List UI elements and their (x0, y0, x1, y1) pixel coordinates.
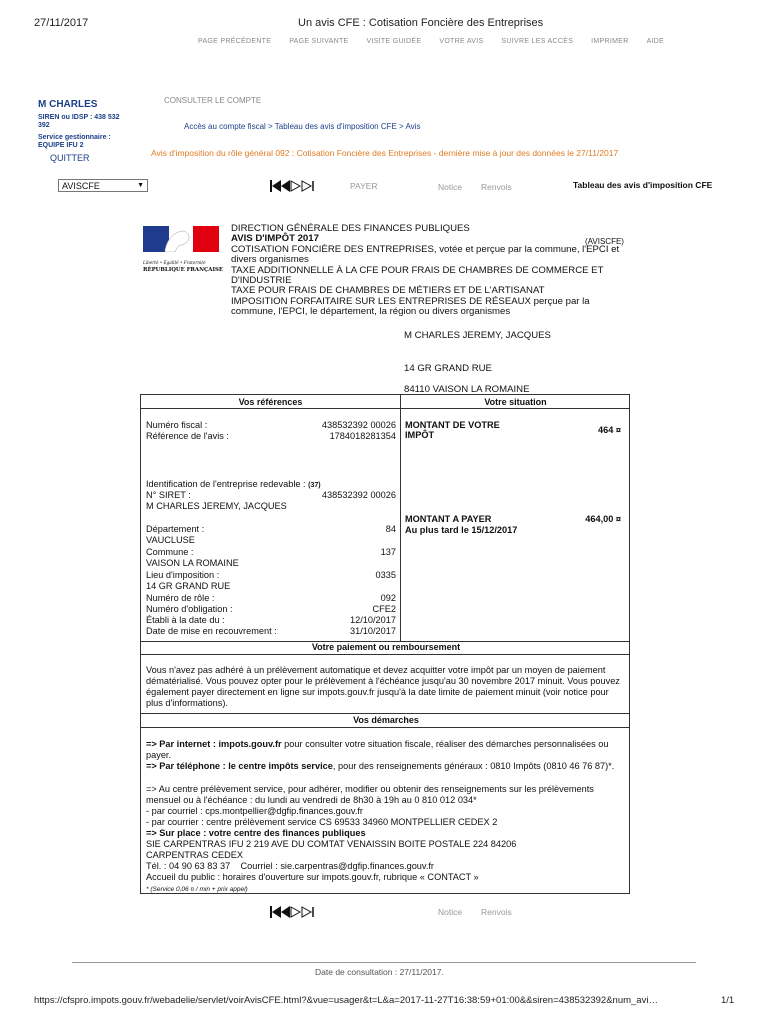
avis-frame (140, 394, 630, 894)
avis-title: AVIS D'IMPÔT 2017 (231, 233, 319, 245)
marianne-flag-icon (143, 226, 219, 252)
dept-name: VAUCLUSE (146, 535, 195, 545)
oblig-label: Numéro d'obligation : (146, 604, 233, 614)
recouv-label: Date de mise en recouvrement : (146, 626, 277, 636)
consulter-compte-link[interactable]: CONSULTER LE COMPTE (164, 96, 262, 105)
quit-link[interactable]: QUITTER (50, 153, 90, 163)
montant-impot-value: 464 ¤ (598, 425, 621, 435)
siret-label: N° SIRET : (146, 490, 191, 500)
aviscfe-tag: (AVISCFE) (585, 237, 624, 246)
num-fiscal-label: Numéro fiscal : (146, 420, 208, 430)
service-label: Service gestionnaire : (38, 134, 111, 141)
page-url: https://cfspro.impots.gouv.fr/webadelie/servlet/voirAvisCFE.html?&vue=usager&t=L&a=2017-11-27T16:38:59+01:00&&siren=438532392&num_avi… (34, 995, 658, 1006)
oblig-value: CFE2 (372, 604, 396, 614)
print-date: 27/11/2017 (34, 17, 89, 29)
divider (141, 408, 629, 409)
top-navigation (198, 38, 664, 45)
breadcrumb[interactable]: Accès au compte fiscal > Tableau des avis d'imposition CFE > Avis (184, 122, 421, 131)
accueil-line: Accueil du public : horaires d'ouverture sur impots.gouv.fr, rubrique « CONTACT » (146, 872, 479, 882)
nav-visite-guidee[interactable]: VISITE GUIDÉE (366, 38, 422, 45)
telephone-line (146, 761, 626, 772)
logo-rf: RÉPUBLIQUE FRANÇAISE (143, 267, 224, 273)
ref-avis-label: Référence de l'avis : (146, 431, 229, 441)
nav-page-suivante[interactable]: PAGE SUIVANTE (289, 38, 349, 45)
update-notice: Avis d'imposition du rôle général 092 : Cotisation Foncière des Entreprises - dernière mise à jour des données le 27/11/2017 (151, 148, 619, 158)
pager-top (270, 179, 316, 193)
courriel-line: - par courriel : cps.montpellier@dgfip.finances.gouv.fr (146, 806, 363, 816)
payer-button[interactable]: PAYER (350, 181, 378, 191)
page-number: 1/1 (721, 995, 735, 1006)
notice-link[interactable]: Notice (438, 182, 463, 192)
service-note: * (Service 0,06 ¤ / min + prix appel) (146, 886, 248, 893)
role-value: 092 (380, 593, 396, 603)
etabli-label: Établi à la date du : (146, 615, 225, 625)
commune-label: Commune : (146, 547, 194, 557)
nav-votre-avis[interactable]: VOTRE AVIS (439, 38, 484, 45)
nav-suivre-acces[interactable]: SUIVRE LES ACCÈS (501, 38, 574, 45)
sie-address: SIE CARPENTRAS IFU 2 219 AVE DU COMTAT VENAISSIN BOITE POSTALE 224 84206 (146, 839, 517, 849)
lieu-value: 0335 (375, 570, 396, 580)
dgfip-title: DIRECTION GÉNÉRALE DES FINANCES PUBLIQUES (231, 223, 470, 234)
renvois-link-bottom[interactable]: Renvois (481, 907, 512, 917)
montant-payer-value: 464,00 ¤ (585, 514, 621, 524)
footer-divider (72, 962, 696, 963)
pager-bottom (270, 905, 316, 919)
internet-bold: => Par internet : impots.gouv.fr (146, 739, 282, 749)
prelevement-line: => Au centre prélèvement service, pour adhérer, modifier ou obtenir des renseignements sur les prélèvements mensuel ou à l'échéance : du lundi au vendredi de 8h30 à 19h au 0 810 012 034* (146, 784, 594, 805)
commune-value: 137 (380, 547, 396, 557)
dept-value: 84 (385, 524, 396, 534)
ifer-line: IMPOSITION FORFAITAIRE SUR LES ENTREPRISES DE RÉSEAUX perçue par la commune, l'EPCI, le département, la région ou divers organismes (231, 295, 590, 318)
divider (400, 395, 401, 641)
prev-page-icon[interactable] (281, 180, 290, 192)
ident-note: (37) (308, 482, 321, 489)
telephone-bold: => Par téléphone : le centre impôts service (146, 761, 333, 771)
lieu-address: 14 GR GRAND RUE (146, 581, 231, 591)
telephone-text: , pour des renseignements généraux : 0810 Impôts (0810 46 76 87)*. (332, 761, 615, 771)
redevable-name: M CHARLES JEREMY, JACQUES (146, 501, 287, 511)
next-last-page-icon[interactable] (290, 906, 316, 918)
siren-line: SIREN ou IDSP : 438 532 (38, 114, 120, 121)
etabli-value: 12/10/2017 (350, 615, 396, 625)
paiement-text: Vous n'avez pas adhéré à un prélèvement automatique et devez acquitter votre impôt par un moyen de paiement dématérialisé. Vous pouvez opter pour le prélèvement à l'échéance jusqu'au 30 novembre 2017 minuit. Vous pouvez également payer directement en ligne sur impots.gouv.fr jusqu'à la date limite de paiement minuit (voir notice pour plus d'informations). (146, 665, 620, 708)
print-title: Un avis CFE : Cotisation Foncière des Entreprises (298, 17, 544, 29)
first-page-icon[interactable] (270, 180, 281, 192)
siren-line-2: 392 (38, 122, 50, 129)
sie-contact: Tél. : 04 90 63 83 37 Courriel : sie.carpentras@dgfip.finances.gouv.fr (146, 861, 434, 871)
montant-payer-label: MONTANT A PAYER (405, 514, 492, 524)
demarches-title: Vos démarches (353, 715, 419, 725)
date-limite: Au plus tard le 15/12/2017 (405, 525, 518, 535)
num-fiscal-value: 438532392 00026 (321, 420, 396, 430)
ident-label: Identification de l'entreprise redevable : (146, 479, 306, 489)
nav-aide[interactable]: AIDE (646, 38, 665, 45)
cma-line: TAXE POUR FRAIS DE CHAMBRES DE MÉTIERS ET DE L'ARTISANAT (231, 285, 545, 297)
siret-value: 438532392 00026 (321, 490, 396, 500)
nav-imprimer[interactable]: IMPRIMER (591, 38, 629, 45)
sie-address-2: CARPENTRAS CEDEX (146, 850, 243, 860)
dept-label: Département : (146, 524, 205, 534)
situation-title: Votre situation (484, 397, 547, 407)
next-last-page-icon[interactable] (290, 180, 316, 192)
tacfe-line: TAXE ADDITIONNELLE À LA CFE POUR FRAIS DE CHAMBRES DE COMMERCE ET D'INDUSTRIE (231, 264, 604, 287)
divider (141, 727, 629, 728)
montant-impot-label-2: IMPÔT (405, 430, 435, 440)
user-name: M CHARLES (38, 99, 98, 110)
avis-select-value: AVISCFE (62, 180, 100, 191)
divider (141, 713, 629, 714)
tableau-link[interactable]: Tableau des avis d'imposition CFE (573, 180, 713, 190)
chevron-down-icon: ▼ (137, 182, 144, 189)
address-street: 14 GR GRAND RUE (404, 363, 492, 374)
avis-header (231, 224, 631, 318)
nav-page-precedente[interactable]: PAGE PRÉCÉDENTE (198, 38, 272, 45)
logo-motto: Liberté • Égalité • Fraternité (143, 260, 206, 265)
commune-name: VAISON LA ROMAINE (146, 558, 239, 568)
refs-title: Vos références (238, 397, 303, 407)
cfe-line: COTISATION FONCIÈRE DES ENTREPRISES, votée et perçue par la commune, l'EPCI et divers organismes (231, 243, 620, 266)
lieu-label: Lieu d'imposition : (146, 570, 220, 580)
montant-impot-label: MONTANT DE VOTRE (405, 420, 500, 430)
republique-francaise-logo (143, 226, 224, 273)
prev-page-icon[interactable] (281, 906, 290, 918)
ref-avis-value: 1784018281354 (329, 431, 396, 441)
address-city: 84110 VAISON LA ROMAINE (404, 384, 530, 395)
first-page-icon[interactable] (270, 906, 281, 918)
paiement-title: Votre paiement ou remboursement (311, 642, 461, 652)
avis-select[interactable] (58, 179, 148, 192)
courrier-line: - par courrier : centre prélèvement service CS 69533 34960 MONTPELLIER CEDEX 2 (146, 817, 498, 827)
internet-line (146, 739, 626, 761)
address-name: M CHARLES JEREMY, JACQUES (404, 330, 551, 341)
divider (141, 654, 629, 655)
recouv-value: 31/10/2017 (350, 626, 396, 636)
service-value: EQUIPE IFU 2 (38, 142, 84, 149)
internet-text: pour consulter votre situation fiscale, réaliser des démarches personnalisées ou payer. (146, 739, 609, 760)
sur-place-line: => Sur place : votre centre des finances publiques (146, 828, 366, 838)
consultation-date: Date de consultation : 27/11/2017. (315, 967, 444, 977)
renvois-link[interactable]: Renvois (481, 182, 512, 192)
notice-link-bottom[interactable]: Notice (438, 907, 463, 917)
role-label: Numéro de rôle : (146, 593, 215, 603)
